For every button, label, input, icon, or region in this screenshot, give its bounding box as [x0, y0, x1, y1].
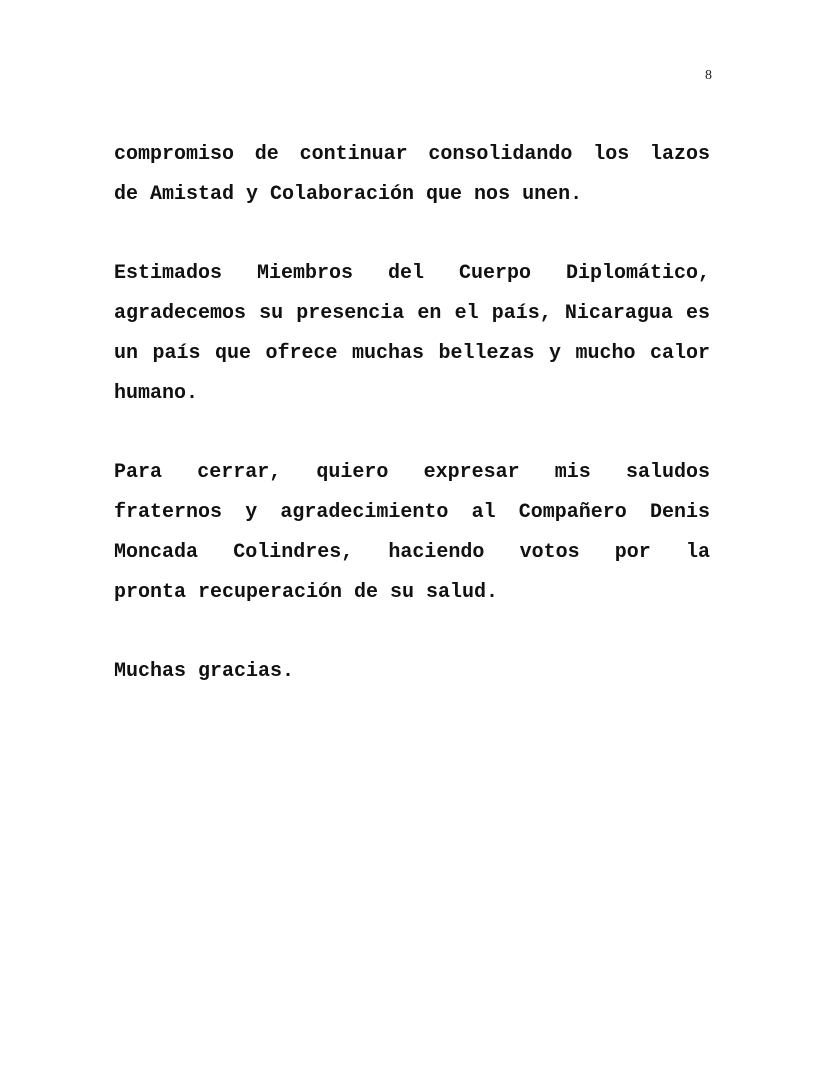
paragraph-thanks	[114, 652, 710, 692]
text-line: Estimados Miembros del Cuerpo Diplomático,	[114, 262, 710, 285]
text-line: pronta recuperación de su salud.	[114, 581, 499, 604]
page-number: 8	[705, 68, 712, 83]
document-body	[114, 135, 710, 731]
text-line: compromiso de continuar consolidando los lazos	[114, 143, 710, 166]
paragraph-closing-commitment	[114, 135, 710, 215]
text-line: Muchas gracias.	[114, 660, 295, 683]
text-line: agradecemos su presencia en el país, Nicaragua es	[114, 302, 710, 325]
text-line: humano.	[114, 382, 199, 405]
paragraph-diplomatic-corps	[114, 254, 710, 414]
paragraph-greetings	[114, 453, 710, 613]
text-line: Moncada Colindres, haciendo votos por la	[114, 541, 710, 564]
text-line: de Amistad y Colaboración que nos unen.	[114, 183, 583, 206]
text-line: fraternos y agradecimiento al Compañero Denis	[114, 501, 710, 524]
text-line: Para cerrar, quiero expresar mis saludos	[114, 461, 710, 484]
text-line: un país que ofrece muchas bellezas y mucho calor	[114, 342, 710, 365]
